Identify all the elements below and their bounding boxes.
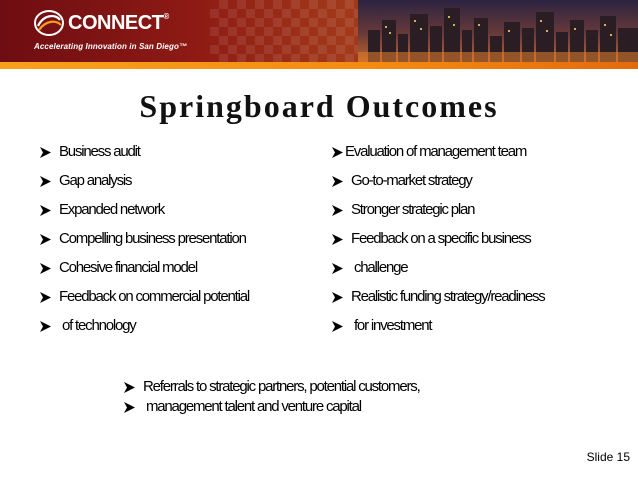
logo-text: CONNECT® [68, 11, 169, 34]
list-item: Cohesive financial model [40, 259, 320, 288]
list-item: Evaluation of management team [332, 143, 622, 172]
arrowhead-bullet-icon [40, 234, 51, 245]
arrowhead-bullet-icon [332, 263, 343, 274]
tagline: Accelerating Innovation in San Diego™ [34, 42, 188, 51]
list-item: Referrals to strategic partners, potential customers, [124, 378, 564, 398]
list-item: for investment [332, 317, 622, 346]
slide-title: Springboard Outcomes [139, 88, 499, 124]
city-skyline-image [358, 0, 638, 62]
arrowhead-bullet-icon [332, 321, 343, 332]
list-item: Gap analysis [40, 172, 320, 201]
arrowhead-bullet-icon [40, 321, 51, 332]
arrowhead-bullet-icon [40, 205, 51, 216]
arrowhead-bullet-icon [124, 382, 135, 393]
left-bullet-list [40, 143, 320, 346]
list-item: challenge [332, 259, 622, 288]
arrowhead-bullet-icon [332, 176, 343, 187]
checker-pattern [210, 0, 380, 62]
list-item: Compelling business presentation [40, 230, 320, 259]
arrowhead-bullet-icon [332, 147, 343, 158]
connect-logo [34, 11, 174, 35]
list-item: of technology [40, 317, 320, 346]
connect-swirl-logo-icon [34, 10, 64, 36]
arrowhead-bullet-icon [40, 263, 51, 274]
list-item: Feedback on commercial potential [40, 288, 320, 317]
list-item: Feedback on a specific business [332, 230, 622, 259]
arrowhead-bullet-icon [332, 234, 343, 245]
list-item: management talent and venture capital [124, 398, 564, 418]
arrowhead-bullet-icon [40, 176, 51, 187]
list-item: Go-to-market strategy [332, 172, 622, 201]
orange-divider [0, 62, 638, 69]
arrowhead-bullet-icon [40, 292, 51, 303]
arrowhead-bullet-icon [124, 402, 135, 413]
arrowhead-bullet-icon [40, 147, 51, 158]
bottom-bullet-list [124, 378, 564, 418]
arrowhead-bullet-icon [332, 205, 343, 216]
arrowhead-bullet-icon [332, 292, 343, 303]
slide-number: Slide 15 [586, 450, 630, 464]
list-item: Business audit [40, 143, 320, 172]
list-item: Realistic funding strategy/readiness [332, 288, 622, 317]
list-item: Expanded network [40, 201, 320, 230]
header-banner [0, 0, 638, 62]
list-item: Stronger strategic plan [332, 201, 622, 230]
right-bullet-list [332, 143, 622, 346]
